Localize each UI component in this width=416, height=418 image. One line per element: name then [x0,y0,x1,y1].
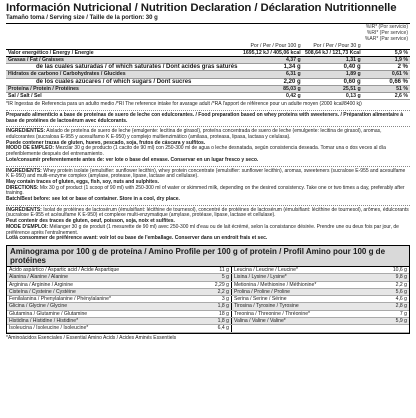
column-header-row [6,43,410,50]
value-per-100g: 4,37 g [241,57,303,64]
section-es: INGREDIENTES: Aislado de proteína de suero de leche (emulgente: lecitina de girasol), proteína concentrada de suero de leche (emulgente: lecitina de girasol), aromas, edulcorantes (sucralosa E-955 y acesulfamo K E-950) y complejo multienzimático (amilasa, proteasa, lipasa, lactasa y celulasa). Puede contener trazas de gluten, huevo, pescado, soja, frutos de cáscara y sulfitos. MODO DE EMPLEO: Mezclar 30 g de producto (1 cacito de 90 ml) con 250-300 ml de agua o leche desnatada, según consistencia deseada. Tomar una o dos veces al día preferiblemente después del entrenamiento. Lote/consumir preferentemente antes de: ver lote o base del envase. Conservar en un lugar fresco y seco. [6,128,386,163]
amino-value: 1,8 g [200,318,232,325]
amino-value: 3 g [200,296,232,303]
value-per-100g: 2,20 g [241,78,303,85]
amino-value: 2,2 g [378,281,409,288]
ri-header-row [6,24,410,43]
nutrition-label [0,2,416,418]
value-per-30g: 0,13 g [303,93,363,100]
amino-name: Ácido aspártico / Aspartic acid / Acide Aspartique [7,267,200,274]
amino-name: Treonina / Threonine / Thréonine* [231,310,378,317]
nutrient-label: Valor energético / Energy / Énergie [6,49,241,56]
nutrient-row [6,64,410,71]
amino-name: Prolina / Proline / Proline [231,288,378,295]
nutrient-row [6,71,410,78]
amino-row [7,318,409,325]
ri-percent: 5,9 % [363,49,410,56]
value-per-100g: 0,42 g [241,93,303,100]
nutrient-label: Sal / Salt / Sel [6,93,241,100]
amino-value [378,325,409,332]
amino-name: Tirosina / Tyrosine / Tyrosine [231,303,378,310]
amino-name: Lisina / Lysine / Lysine* [231,274,378,281]
amino-name: Glutamina / Glutamine / Glutamine [7,310,200,317]
value-per-30g: 1,89 g [303,71,363,78]
amino-name: Metionina / Methionine / Méthionine* [231,281,378,288]
divider [6,126,410,127]
amino-row [7,310,409,317]
amino-name [231,325,378,332]
nutrition-table [6,24,410,100]
nutrient-row [6,78,410,85]
amino-value: 6,4 g [200,325,232,332]
amino-row [7,281,409,288]
amino-name: Leucina / Leucine / Leucine* [231,267,378,274]
amino-name: Histidina / Histidine / Histidine* [7,318,200,325]
amino-row [7,303,409,310]
amino-value: 1,8 g [200,303,232,310]
col-header-30g: Por / Per / Pour 30 g [303,43,363,50]
amino-value: 18 g [200,310,232,317]
amino-name: Alanina / Alanine / Alanine [7,274,200,281]
amino-name: Isoleucina / Isoleucine / Isoleucine* [7,325,200,332]
amino-footnote: *Aminoácidos Esenciales / Essential Amino Acids / Acides Aminés Essentiels [6,334,177,341]
value-per-100g: 85,03 g [241,85,303,92]
amino-name: Cisteína / Cysteine / Cystéine [7,288,200,295]
amino-name: Arginina / Arginine / Arginine [7,281,200,288]
nutrient-row [6,57,410,64]
amino-title: Aminograma por 100 g de proteína / Amino Profile per 100 g of protein / Profil Amino pour 100 g de protéines [7,246,409,267]
amino-value: 2,8 g [378,303,409,310]
page-title: Información Nutricional / Nutrition Declaration / Déclaration Nutritionnelle [6,2,397,14]
amino-value: 4,6 g [378,296,409,303]
serving-size: Tamaño toma / Serving size / Taille de la portion: 30 g [6,14,410,24]
amino-name: Fenilalanina / Phenylalanine / Phénylalanine* [7,296,200,303]
amino-name: Glicina / Glycine / Glycine [7,303,200,310]
ri-percent: 51 % [363,85,410,92]
amino-value: 2,2 g [200,288,232,295]
amino-value: 5 g [200,274,232,281]
ri-percent: 2,6 % [363,93,410,100]
amino-value: 9,8 g [378,274,409,281]
amino-value: 2,29 g [200,281,232,288]
amino-table [7,267,409,333]
value-per-30g: 508,64 kJ / 121,73 Kcal [303,49,363,56]
amino-value: 11 g [200,267,232,274]
ri-percent: 0,61 % [363,71,410,78]
nutrient-label: de los cuales azúcares / of which sugars / Dont sucres [6,78,241,85]
value-per-100g: 1,34 g [241,64,303,71]
nutrient-row [6,93,410,100]
amino-value: 5,9 g [378,318,409,325]
amino-value: 5,6 g [378,288,409,295]
amino-name: Serina / Serine / Sérine [231,296,378,303]
nutrient-label: Grasas / Fat / Graisses [6,57,241,64]
ri-header: %IR* (Por servicio) %RI* (Per service) %AR* (Par service) [364,24,408,43]
ri-percent: 0,66 % [363,78,410,85]
amino-value: 10,6 g [378,267,409,274]
section-fr: INGRÉDIENTS: Isolat de protéines de lactosérum (émulsifiant: lécithine de tournesol), concentré de protéines de lactosérum (émulsifiant: lécithine de tournesol), arômes, édulcorants (sucralose E-955 et acésulfame K E-950) et complexe multi-enzymatique (amylase, protéase, lipase, lactase et cellulase). Peut contenir des traces de gluten, oeuf, poisson, soja, noix et sulfites. MODE D'EMPLOI: Mélanger 30 g de produit (1 mesurette de 90 ml) avec 250-300 ml d'eau ou de lait écrémé, selon la consistance désirée. Prendre une ou deux fois par jour, de préférence après l'entraînement. Lot/à consommer de préférence avant: voir lot ou base de l'emballage. Conserver dans un endroit frais et sec. [6,206,409,242]
nutrient-row [6,49,410,56]
divider [6,110,410,111]
col-header-100g: Por / Per / Pour 100 g [241,43,303,50]
amino-name: Valina / Valine / Valine* [231,318,378,325]
value-per-100g: 6,31 g [241,71,303,78]
value-per-30g: 0,60 g [303,78,363,85]
amino-row [7,296,409,303]
amino-value: 7 g [378,310,409,317]
divider [6,166,410,167]
value-per-30g: 25,51 g [303,85,363,92]
amino-row [7,267,409,274]
nutrient-label: Proteína / Protein / Protéines [6,85,241,92]
value-per-30g: 0,40 g [303,64,363,71]
value-per-30g: 1,31 g [303,57,363,64]
amino-row [7,288,409,295]
ri-percent: 1,9 % [363,57,410,64]
nutrient-label: de las cuales saturadas / of which saturates / Dont acides gras saturés [6,64,241,71]
product-description: Preparado alimenticio a base de proteínas de suero de leche con edulcorantes. / Food preparation based on whey proteins with sweeteners. / Préparation alimentaire à base de protéines de lactosérum avec édulcorants. [6,111,404,124]
amino-row [7,325,409,332]
section-en: INGREDIENTS: Whey protein isolate (emulsifier: sunflower lecithin), whey protein concentrate (emulsifier: sunflower lecithin), aromas, sweeteners (sucralose E-955 and acesulfame K E-950) and multi-enzyme complex (amylase, protease, lipase, lactase and cellulase). May contain traces of gluten, eggs, fish, soy, nuts and sulphites. DIRECTIONS: Mix 30 g of product (1 scoop of 90 ml) with 250-300 ml of water or skimmed milk, depending on the desired consistency. Take one or two times a day, preferably after training. Batch/Best before: see lot or base of container. Store in a cool, dry place. [6,167,406,203]
amino-profile-box [6,245,410,334]
divider [6,205,410,206]
ri-percent: 2 % [363,64,410,71]
nutrient-row [6,85,410,92]
nutrient-label: Hidratos de carbono / Carbohydrates / Glucides [6,71,241,78]
amino-row [7,274,409,281]
value-per-100g: 1695,12 kJ / 405,06 kcal [241,49,303,56]
ri-note: *IR Ingestas de Referencia para un adulto medio /*RI The reference intake for avarage adult /*RA l'apport de référence pour un adulte moyen (2000 kcal/8400 kj) [6,101,362,108]
